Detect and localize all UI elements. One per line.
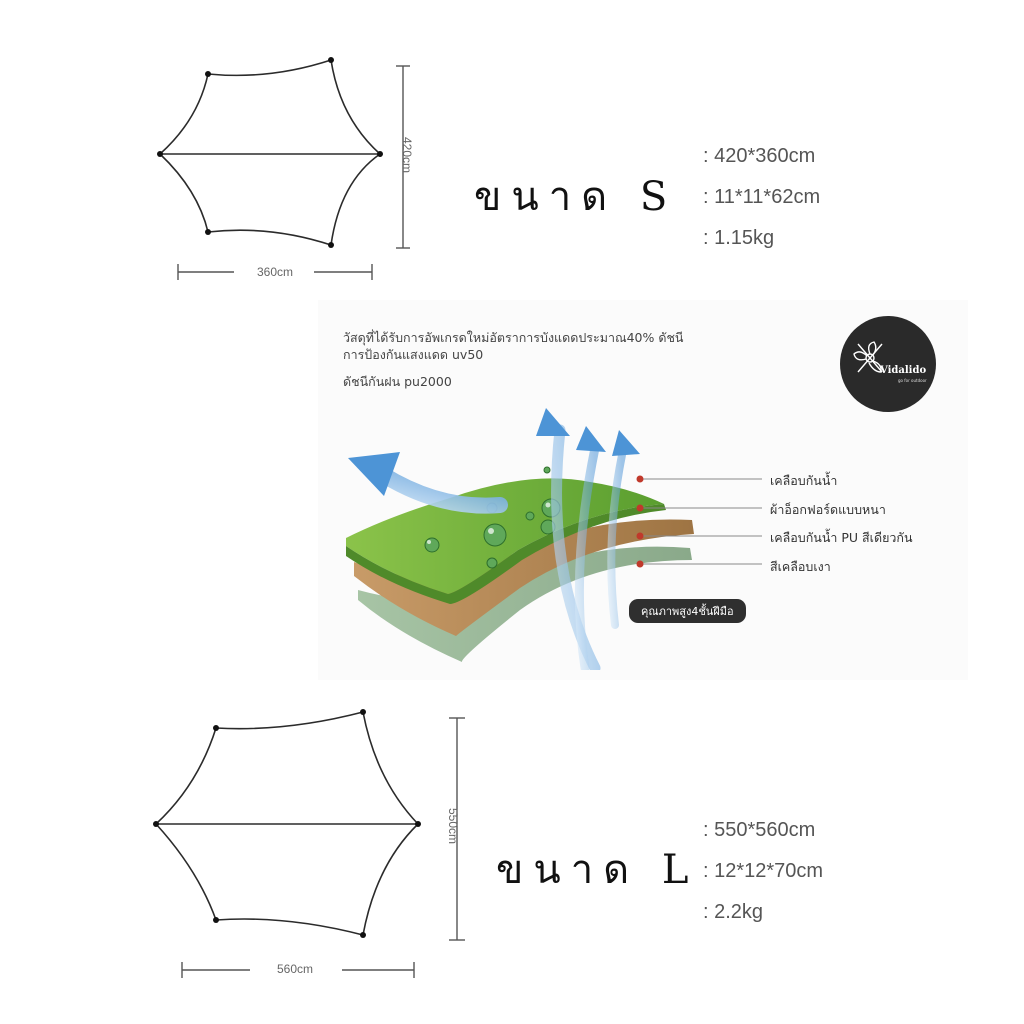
promo-text [343, 329, 743, 390]
width-label-l: 560cm [276, 962, 314, 976]
brand-tagline: go for outdoor [898, 378, 927, 383]
tarp-corners-s [157, 57, 383, 248]
tarp-outline-l [146, 700, 476, 990]
tarp-diagram-s [150, 50, 410, 290]
spec-packed-size-s: : 11*11*62cm [703, 186, 821, 208]
quality-badge: คุณภาพสูง4ชั้นฝีมือ [629, 599, 746, 623]
brand-name: Vidalido [880, 365, 927, 376]
fan-icon [840, 316, 936, 412]
promo-line-2: การป้องกันแสงแดด uv50 [343, 347, 484, 362]
layer-label-waterproof: เคลือบกันน้ำ [770, 473, 838, 488]
layer-label-pu: เคลือบกันน้ำ PU สีเดียวกัน [770, 530, 913, 545]
layer-label-gloss: สีเคลือบเงา [770, 559, 831, 574]
spec-dimensions-l: : 550*560cm [703, 819, 816, 841]
spec-weight-s: : 1.15kg [703, 227, 775, 249]
brand-logo [840, 316, 936, 412]
tarp-outline-s [150, 50, 410, 290]
width-label-s: 360cm [256, 265, 294, 279]
spec-list-l [703, 810, 823, 933]
spec-weight-l: : 2.2kg [703, 901, 764, 923]
spec-packed-size-l: : 12*12*70cm [703, 860, 824, 882]
height-label-s: 420cm [400, 136, 414, 174]
spec-dimensions-s: : 420*360cm [703, 145, 816, 167]
tarp-diagram-l [146, 700, 476, 990]
layer-label-oxford: ผ้าอ็อกฟอร์ดแบบหนา [770, 502, 886, 517]
promo-line-1: วัสดุที่ได้รับการอัพเกรดใหม่อัตราการบังแดดประมาณ40% ดัชนี [343, 330, 684, 345]
callout-lines [634, 470, 764, 580]
size-title-l: ขนาด L [496, 847, 699, 893]
promo-line-3: ดัชนีกันฝน pu2000 [343, 374, 452, 389]
size-title-s: ขนาด S [474, 174, 678, 220]
spec-list-s [703, 136, 820, 259]
tarp-shape-s [160, 60, 380, 245]
height-label-l: 550cm [446, 807, 460, 845]
